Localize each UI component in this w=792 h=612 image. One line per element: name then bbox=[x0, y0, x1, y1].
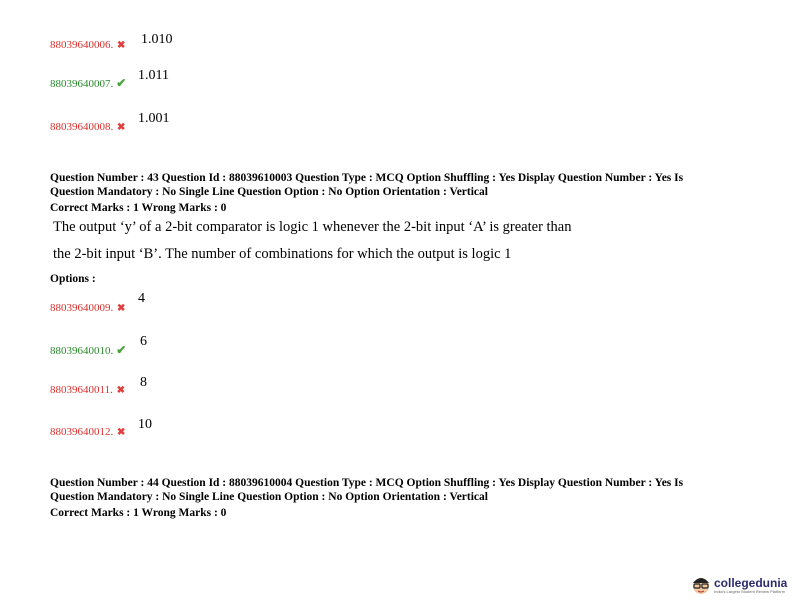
option-id: 88039640011. ✖ bbox=[50, 384, 126, 396]
marks-line: Correct Marks : 1 Wrong Marks : 0 bbox=[50, 202, 227, 214]
options-label: Options : bbox=[50, 273, 96, 285]
option-value: 4 bbox=[138, 291, 145, 306]
option-value: 1.001 bbox=[138, 111, 170, 126]
option-value: 10 bbox=[138, 417, 152, 432]
cross-icon: ✖ bbox=[116, 385, 126, 396]
option-id: 88039640012. ✖ bbox=[50, 426, 126, 438]
option-id: 88039640007. ✔ bbox=[50, 76, 127, 90]
question-43-meta bbox=[50, 171, 750, 215]
option-id: 88039640008. ✖ bbox=[50, 121, 126, 133]
check-icon: ✔ bbox=[116, 76, 127, 90]
logo-tagline: India's Largest Student Review Platform bbox=[714, 588, 786, 594]
meta-line: Question Number : 44 Question Id : 88039610004 Question Type : MCQ Option Shuffling : Yes Display Question Number : Yes Is bbox=[50, 477, 684, 489]
question-44-meta bbox=[50, 476, 750, 520]
question-text-line: The output ‘y’ of a 2-bit comparator is logic 1 whenever the 2-bit input ‘A’ is greater than bbox=[53, 219, 572, 235]
mascot-icon bbox=[690, 573, 712, 597]
option-id: 88039640006. ✖ bbox=[50, 39, 126, 51]
meta-line: Question Mandatory : No Single Line Question Option : No Option Orientation : Vertical bbox=[50, 491, 488, 503]
option-value: 1.010 bbox=[141, 32, 173, 47]
check-icon: ✔ bbox=[116, 343, 127, 357]
collegedunia-logo bbox=[690, 573, 787, 597]
option-value: 1.011 bbox=[138, 68, 169, 83]
option-id: 88039640009. ✖ bbox=[50, 302, 126, 314]
cross-icon: ✖ bbox=[117, 427, 126, 438]
option-value: 6 bbox=[140, 334, 147, 349]
option-value: 8 bbox=[140, 375, 147, 390]
cross-icon: ✖ bbox=[117, 122, 126, 133]
cross-icon: ✖ bbox=[117, 40, 126, 51]
meta-line: Question Mandatory : No Single Line Question Option : No Option Orientation : Vertical bbox=[50, 186, 488, 198]
marks-line: Correct Marks : 1 Wrong Marks : 0 bbox=[50, 507, 227, 519]
cross-icon: ✖ bbox=[117, 303, 126, 314]
logo-name: collegedunia bbox=[714, 575, 788, 590]
option-id: 88039640010. ✔ bbox=[50, 343, 127, 357]
meta-line: Question Number : 43 Question Id : 88039610003 Question Type : MCQ Option Shuffling : Yes Display Question Number : Yes Is bbox=[50, 172, 684, 184]
question-text-line: the 2-bit input ‘B’. The number of combinations for which the output is logic 1 bbox=[53, 246, 512, 262]
